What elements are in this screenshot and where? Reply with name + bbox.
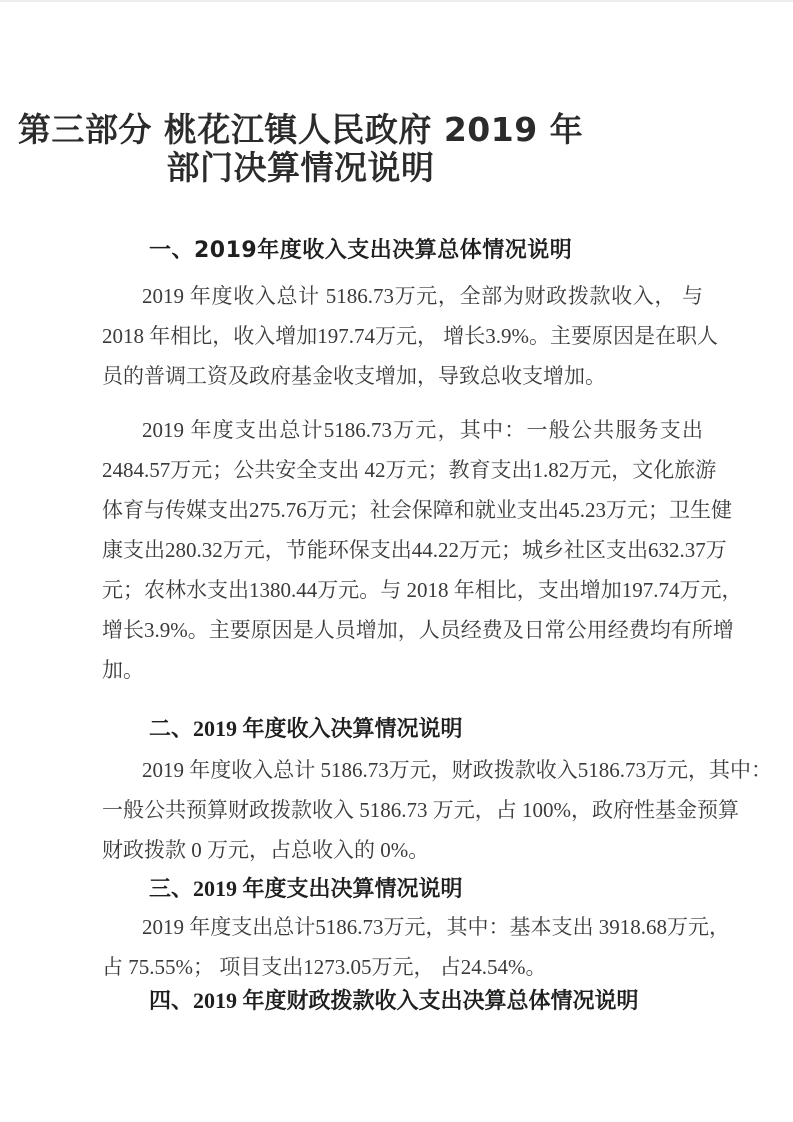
- page-top-edge: [0, 0, 793, 2]
- document-title: [0, 111, 601, 187]
- paragraph-line: 占 75.55%； 项目支出1273.05万元， 占24.54%。: [102, 955, 547, 979]
- title-line-1: 第三部分 桃花江镇人民政府 2019 年: [17, 110, 584, 149]
- paragraph-expenditure-detail: [102, 907, 730, 987]
- paragraph-line: 加。: [102, 658, 144, 682]
- paragraph-line: 2018 年相比，收入增加197.74万元， 增长3.9%。主要原因是在职人: [102, 324, 718, 348]
- paragraph-line: 财政拨款 0 万元，占总收入的 0%。: [102, 838, 430, 862]
- paragraph-line: 增长3.9%。主要原因是人员增加，人员经费及日常公用经费均有所增: [102, 618, 734, 642]
- paragraph-expenditure-overview: [102, 410, 743, 690]
- paragraph-line: 2019 年度支出总计5186.73万元，其中：基本支出 3918.68万元，: [142, 915, 730, 939]
- paragraph-line: 2019 年度收入总计 5186.73万元，全部为财政拨款收入， 与: [142, 284, 703, 308]
- paragraph-line: 体育与传媒支出275.76万元；社会保障和就业支出45.23万元；卫生健: [102, 498, 732, 522]
- section-heading-2: 二、2019 年度收入决算情况说明: [149, 716, 463, 741]
- paragraph-line: 康支出280.32万元，节能环保支出44.22万元；城乡社区支出632.37万: [102, 538, 727, 562]
- paragraph-line: 元；农林水支出1380.44万元。与 2018 年相比，支出增加197.74万元，: [102, 578, 743, 602]
- paragraph-line: 员的普调工资及政府基金收支增加，导致总收支增加。: [102, 364, 606, 388]
- paragraph-line: 2019 年度收入总计 5186.73万元，财政拨款收入5186.73万元，其中：: [142, 758, 772, 782]
- section-heading-4: 四、2019 年度财政拨款收入支出决算总体情况说明: [149, 988, 639, 1013]
- paragraph-income-overview: [102, 276, 718, 396]
- paragraph-line: 一般公共预算财政拨款收入 5186.73 万元，占 100%，政府性基金预算: [102, 798, 739, 822]
- title-line-2: 部门决算情况说明: [166, 148, 435, 187]
- paragraph-line: 2484.57万元；公共安全支出 42万元；教育支出1.82万元，文化旅游: [102, 458, 717, 482]
- section-heading-3: 三、2019 年度支出决算情况说明: [149, 876, 463, 901]
- section-heading-1: 一、2019年度收入支出决算总体情况说明: [149, 238, 573, 263]
- paragraph-line: 2019 年度支出总计5186.73万元，其中：一般公共服务支出: [142, 418, 703, 442]
- paragraph-income-detail: [102, 750, 772, 870]
